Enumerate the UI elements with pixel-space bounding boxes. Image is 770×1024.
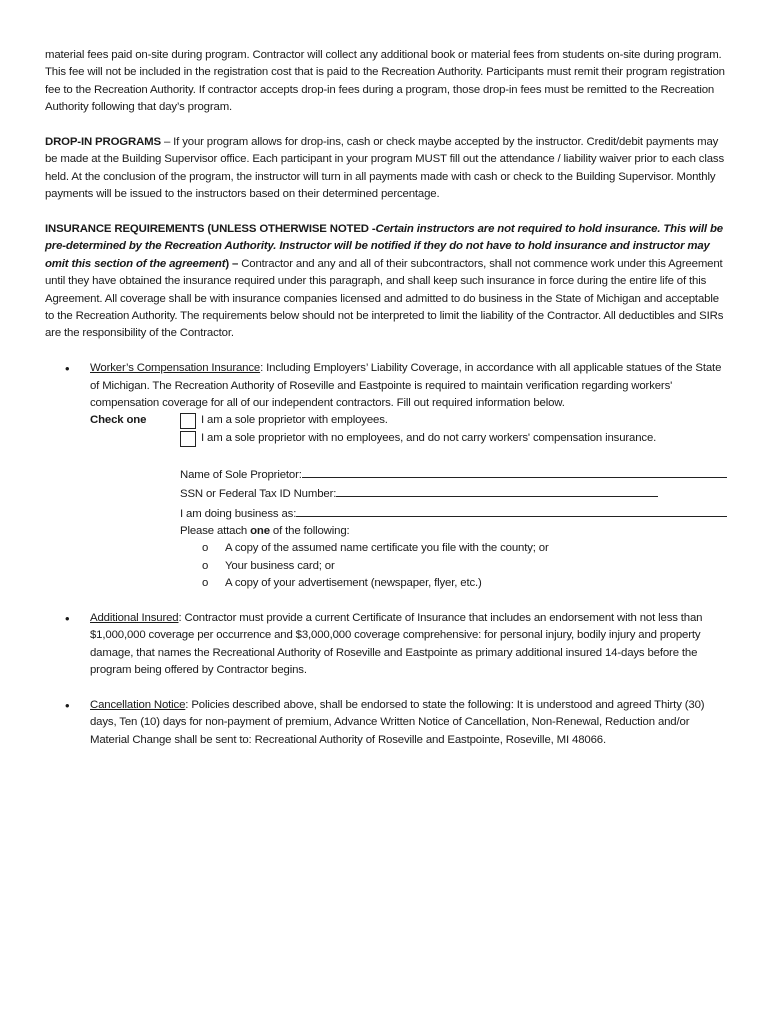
attachment-option: o A copy of the assumed name certificate you file with the county; or bbox=[202, 540, 727, 557]
dba-field bbox=[180, 504, 727, 523]
check-one-row bbox=[90, 412, 727, 447]
dropin-heading: DROP-IN PROGRAMS bbox=[45, 136, 161, 149]
option-no-employees-label: I am a sole proprietor with no employees, and do not carry workers' compensation insurance. bbox=[201, 431, 657, 444]
sole-proprietor-name-field bbox=[180, 465, 727, 484]
attachment-options bbox=[180, 540, 727, 592]
attach-instruction: Please attach one of the following: bbox=[180, 524, 350, 537]
cancellation-title: Cancellation Notice bbox=[90, 698, 186, 711]
insurance-heading: INSURANCE REQUIREMENTS (UNLESS OTHERWISE NOTED - bbox=[45, 223, 376, 236]
requirements-list bbox=[45, 360, 727, 749]
dropin-text: – If your program allows for drop-ins, cash or check maybe accepted by the instructor. Credit/debit payments may be made at the Building Supervisor office. Each participant in your program MUST fill out the attendance / liability waiver prior to each class held. At the conclusion of the program, the instructor will turn in all payments made with cash or check to the Building Supervisor. Monthly payments will be issued to the instructors based on their determined percentage. bbox=[45, 136, 725, 201]
check-options bbox=[180, 412, 727, 447]
workers-comp-item bbox=[45, 360, 727, 592]
proprietor-form bbox=[180, 465, 727, 593]
attachment-option: o Your business card; or bbox=[202, 558, 727, 575]
tax-id-field bbox=[180, 484, 727, 503]
dropin-paragraph bbox=[45, 134, 727, 204]
dba-line[interactable] bbox=[296, 504, 727, 517]
document-page bbox=[45, 47, 727, 767]
workers-comp-paragraph bbox=[90, 360, 727, 412]
cancellation-item bbox=[45, 697, 727, 749]
additional-insured-item bbox=[45, 610, 727, 680]
additional-insured-title: Additional Insured bbox=[90, 611, 179, 624]
tax-id-line[interactable] bbox=[336, 484, 658, 497]
option-no-employees bbox=[180, 430, 727, 447]
check-one-label: Check one bbox=[90, 414, 147, 427]
sole-proprietor-name-line[interactable] bbox=[302, 465, 727, 478]
insurance-heading-close: ) – bbox=[225, 257, 239, 270]
intro-paragraph: material fees paid on-site during program. Contractor will collect any additional book or material fees from students on-site during program. This fee will not be included in the registration cost that is paid to the Recreation Authority. Participants must remit their program registration fee to the Recreation Authority. If contractor accepts drop-in fees during a program, those drop-in fees must be remitted to the Recreation Authority following that day’s program. bbox=[45, 49, 725, 114]
workers-comp-text: : Including Employers’ Liability Coverage, in accordance with all applicable statues of the State of Michigan. The Recreation Authority of Roseville and Eastpointe is required to maintain verification regarding workers' compensation coverage for all of our independent contractors. Fill out required information below. bbox=[90, 362, 722, 410]
additional-insured-text: : Contractor must provide a current Certificate of Insurance that includes an endorsement with not less than $1,000,000 coverage per occurrence and $3,000,000 coverage comprehensive: for personal injury, bodily injury and property damage, that names the Recreational Authority of Roseville and Eastpointe as primary additional insured 14-days before the program being offered by Contractor begins. bbox=[90, 611, 703, 677]
checkbox-no-employees[interactable] bbox=[180, 431, 196, 447]
cancellation-text: : Policies described above, shall be endorsed to state the following: It is understood and agreed Thirty (30) days, Ten (10) days for non-payment of premium, Advance Written Notice of Cancellation, Non-Renewal, Reduction and/or Material Change shall be sent to: Recreational Authority of Roseville and Eastpointe, Roseville, MI 48066. bbox=[90, 698, 705, 746]
option-with-employees bbox=[180, 412, 727, 429]
sole-proprietor-name-label: Name of Sole Proprietor: bbox=[180, 468, 302, 481]
dba-label: I am doing business as: bbox=[180, 507, 297, 520]
insurance-paragraph bbox=[45, 221, 727, 343]
attachment-option: o A copy of your advertisement (newspaper, flyer, etc.) bbox=[202, 575, 727, 592]
insurance-note: Certain instructors are not required to hold insurance. This will be pre-determined by the Recreation Authority. Instructor will be notified if they do not have to hold insurance and instructor may omit this section of the agreement bbox=[45, 223, 723, 270]
tax-id-label: SSN or Federal Tax ID Number: bbox=[180, 488, 337, 501]
workers-comp-title: Worker’s Compensation Insurance bbox=[90, 362, 261, 375]
option-with-employees-label: I am a sole proprietor with employees. bbox=[201, 414, 388, 427]
checkbox-with-employees[interactable] bbox=[180, 413, 196, 429]
insurance-text: Contractor and any and all of their subcontractors, shall not commence work under this Agreement until they have obtained the insurance required under this paragraph, and shall keep such insurance in force during the entire life of this Agreement. All coverage shall be with insurance companies licensed and admitted to do business in the State of Michigan and acceptable to the Recreation Authority. The requirements below should not be interpreted to limit the liability of the Contractor. All deductibles and SIRs are the responsibility of the Contractor. bbox=[45, 257, 724, 340]
